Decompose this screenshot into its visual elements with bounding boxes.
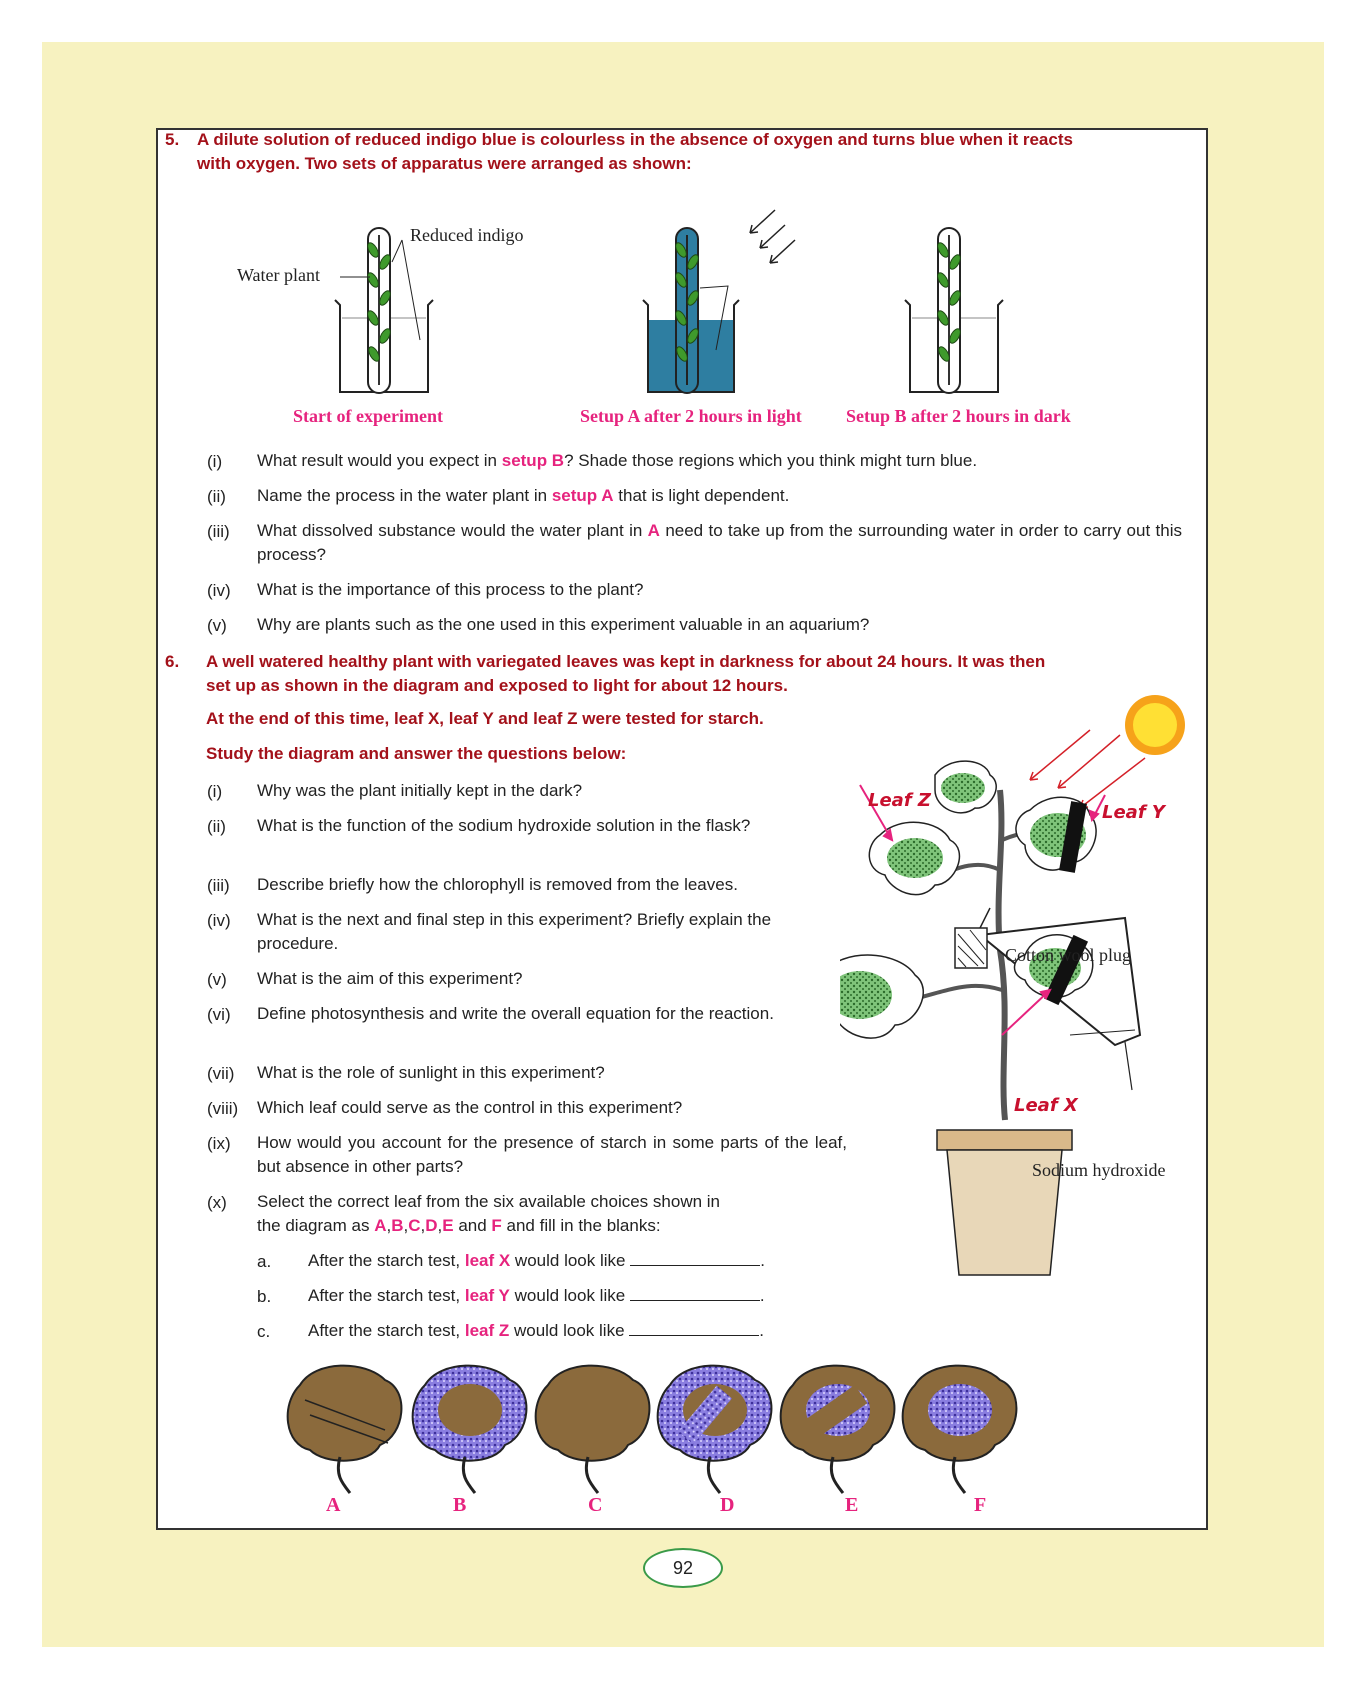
leaf-choice-d [658,1366,772,1493]
q6-ix-text: How would you account for the presence of starch in some parts of the leaf, but absence in other parts? [257,1133,847,1176]
q5-ii-num: (ii) [207,487,226,506]
caption-start: Start of experiment [293,406,443,426]
q5-v-num: (v) [207,616,227,635]
blank-b-text: After the starch test, leaf Y would look like . [308,1286,765,1305]
leaf-choice-e [781,1366,895,1493]
q5-iv-num: (iv) [207,581,231,600]
choice-label-b: B [453,1494,467,1516]
label-reduced-indigo: Reduced indigo [410,225,524,245]
blank-b-line[interactable] [630,1286,760,1301]
blank-a-line[interactable] [630,1251,760,1266]
choice-label-c: C [588,1494,603,1516]
q6-intro-line2: set up as shown in the diagram and exposed to light for about 12 hours. [206,676,788,695]
q6-v-num: (v) [207,970,227,989]
blank-a-text: After the starch test, leaf X would look like . [308,1251,765,1270]
label-sodium-hydroxide: Sodium hydroxide [1032,1160,1166,1180]
label-water-plant: Water plant [237,265,321,285]
blank-c-line[interactable] [629,1321,759,1336]
q5-number: 5. [165,130,180,149]
choice-label-d: D [720,1494,735,1516]
choice-label-f: F [974,1494,987,1516]
q6-iii-num: (iii) [207,876,230,895]
beaker-setup-a [643,210,795,393]
q6-intro-line4: Study the diagram and answer the questions below: [206,744,627,763]
blank-b-letter: b. [257,1287,272,1306]
q6-iii-text: Describe briefly how the chlorophyll is removed from the leaves. [257,875,738,894]
label-leaf-z: Leaf Z [868,790,931,811]
q6-ii-text: What is the function of the sodium hydroxide solution in the flask? [257,816,751,835]
blank-c-letter: c. [257,1322,271,1341]
q6-vi-text: Define photosynthesis and write the overall equation for the reaction. [257,1004,774,1023]
leaf-choices [280,1350,1020,1510]
q5-intro-line1: A dilute solution of reduced indigo blue is colourless in the absence of oxygen and turns blue when it reacts [197,130,1073,149]
caption-setup-a: Setup A after 2 hours in light [580,406,802,426]
q6-vii-text: What is the role of sunlight in this experiment? [257,1063,605,1082]
q6-x-num: (x) [207,1193,227,1212]
q6-intro-line3: At the end of this time, leaf X, leaf Y and leaf Z were tested for starch. [206,709,764,728]
q6-viii-text: Which leaf could serve as the control in this experiment? [257,1098,683,1117]
leaf-choice-f [903,1366,1017,1493]
q6-vi-num: (vi) [207,1005,231,1024]
leaf-choice-c [536,1366,650,1493]
q5-iii-num: (iii) [207,522,230,541]
label-leaf-y: Leaf Y [1102,802,1165,823]
q6-v-text: What is the aim of this experiment? [257,969,523,988]
choice-label-e: E [845,1494,859,1516]
q5-i-num: (i) [207,452,223,471]
plant-starch-diagram [840,690,1190,1330]
q6-ii-num: (ii) [207,817,226,836]
q6-intro-line1: A well watered healthy plant with variegated leaves was kept in darkness for about 24 hours. It was then [206,652,1046,671]
q6-iv-text: What is the next and final step in this experiment? Briefly explain the procedure. [257,910,772,953]
q5-ii-text: Name the process in the water plant in setup A that is light dependent. [257,486,790,505]
q6-iv-num: (iv) [207,911,231,930]
indigo-apparatus-diagram [0,0,1366,440]
caption-setup-b: Setup B after 2 hours in dark [846,406,1071,426]
light-rays [1030,730,1145,808]
q6-i-text: Why was the plant initially kept in the dark? [257,781,583,800]
q6-ix-num: (ix) [207,1134,231,1153]
q6-number: 6. [165,652,180,671]
blank-c-text: After the starch test, leaf Z would look like . [308,1321,764,1340]
q5-i-text: What result would you expect in setup B? Shade those regions which you think might turn blue. [257,451,978,470]
q5-iv-text: What is the importance of this process to the plant? [257,580,644,599]
q5-iii-text: What dissolved substance would the water plant in A need to take up from the surrounding water in order to carry out this process? [257,521,1183,564]
sun-icon [1125,695,1185,755]
q6-viii-num: (viii) [207,1099,239,1118]
label-leaf-x: Leaf X [1014,1095,1078,1116]
choice-label-a: A [326,1494,341,1516]
q5-v-text: Why are plants such as the one used in this experiment valuable in an aquarium? [257,615,870,634]
q6-x-text: Select the correct leaf from the six available choices shown in the diagram as A,B,C,D,E and F and fill in the blanks: [257,1192,721,1235]
leaf-choice-a [288,1366,402,1493]
page-number: 92 [643,1548,723,1588]
label-cotton-wool: Cotton wool plug [1005,945,1132,965]
beaker-start [335,228,433,393]
blank-a-letter: a. [257,1252,272,1271]
q5-intro-line2: with oxygen. Two sets of apparatus were arranged as shown: [197,154,692,173]
leaf-choice-b [413,1366,527,1493]
q6-i-num: (i) [207,782,223,801]
q6-vii-num: (vii) [207,1064,235,1083]
beaker-setup-b [905,228,1003,393]
